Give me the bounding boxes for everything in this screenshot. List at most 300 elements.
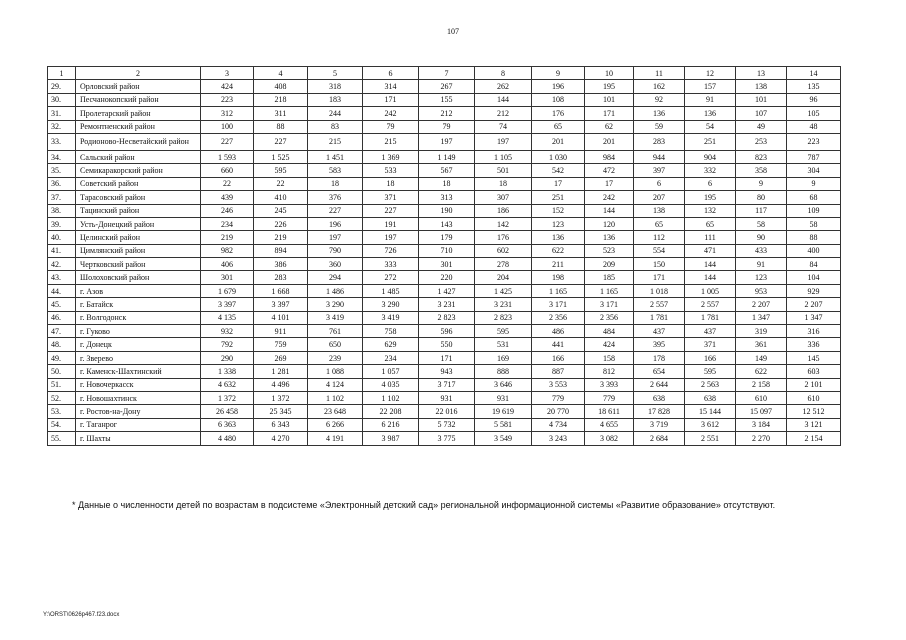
row-number-cell: 39. xyxy=(48,217,76,230)
value-cell: 9 xyxy=(787,177,841,190)
value-cell: 437 xyxy=(685,325,736,338)
column-header: 14 xyxy=(787,67,841,80)
value-cell: 1 668 xyxy=(254,284,308,297)
value-cell: 80 xyxy=(736,191,787,204)
value-cell: 88 xyxy=(787,231,841,244)
column-header: 7 xyxy=(419,67,475,80)
value-cell: 360 xyxy=(308,258,363,271)
column-header: 4 xyxy=(254,67,308,80)
table-row xyxy=(48,258,841,271)
value-cell: 227 xyxy=(254,133,308,150)
row-number-cell: 29. xyxy=(48,80,76,93)
value-cell: 191 xyxy=(363,217,419,230)
district-name-cell: Пролетарский район xyxy=(76,107,201,120)
value-cell: 3 719 xyxy=(634,418,685,431)
table-row xyxy=(48,164,841,177)
value-cell: 9 xyxy=(736,177,787,190)
value-cell: 108 xyxy=(532,93,585,106)
value-cell: 290 xyxy=(201,351,254,364)
value-cell: 171 xyxy=(363,93,419,106)
value-cell: 610 xyxy=(787,391,841,404)
value-cell: 197 xyxy=(475,133,532,150)
value-cell: 68 xyxy=(787,191,841,204)
value-cell: 65 xyxy=(634,217,685,230)
value-cell: 136 xyxy=(634,107,685,120)
value-cell: 761 xyxy=(308,325,363,338)
value-cell: 2 557 xyxy=(634,298,685,311)
value-cell: 144 xyxy=(685,271,736,284)
value-cell: 132 xyxy=(685,204,736,217)
value-cell: 629 xyxy=(363,338,419,351)
value-cell: 267 xyxy=(419,80,475,93)
value-cell: 111 xyxy=(685,231,736,244)
value-cell: 3 290 xyxy=(363,298,419,311)
value-cell: 1 485 xyxy=(363,284,419,297)
value-cell: 223 xyxy=(201,93,254,106)
value-cell: 155 xyxy=(419,93,475,106)
value-cell: 787 xyxy=(787,150,841,163)
value-cell: 1 369 xyxy=(363,150,419,163)
value-cell: 269 xyxy=(254,351,308,364)
value-cell: 1 149 xyxy=(419,150,475,163)
value-cell: 25 345 xyxy=(254,405,308,418)
table-row xyxy=(48,244,841,257)
value-cell: 2 154 xyxy=(787,432,841,445)
value-cell: 234 xyxy=(201,217,254,230)
table-row xyxy=(48,231,841,244)
value-cell: 112 xyxy=(634,231,685,244)
value-cell: 4 270 xyxy=(254,432,308,445)
row-number-cell: 40. xyxy=(48,231,76,244)
value-cell: 567 xyxy=(419,164,475,177)
value-cell: 166 xyxy=(685,351,736,364)
district-name-cell: Чертковский район xyxy=(76,258,201,271)
value-cell: 1 525 xyxy=(254,150,308,163)
row-number-cell: 31. xyxy=(48,107,76,120)
value-cell: 437 xyxy=(634,325,685,338)
district-name-cell: г. Гуково xyxy=(76,325,201,338)
value-cell: 1 425 xyxy=(475,284,532,297)
value-cell: 12 512 xyxy=(787,405,841,418)
value-cell: 1 347 xyxy=(787,311,841,324)
value-cell: 424 xyxy=(585,338,634,351)
value-cell: 83 xyxy=(308,120,363,133)
value-cell: 142 xyxy=(475,217,532,230)
value-cell: 622 xyxy=(532,244,585,257)
row-number-cell: 37. xyxy=(48,191,76,204)
value-cell: 26 458 xyxy=(201,405,254,418)
value-cell: 22 208 xyxy=(363,405,419,418)
value-cell: 242 xyxy=(585,191,634,204)
row-number-cell: 34. xyxy=(48,150,76,163)
value-cell: 18 xyxy=(475,177,532,190)
value-cell: 311 xyxy=(254,107,308,120)
value-cell: 3 290 xyxy=(308,298,363,311)
value-cell: 471 xyxy=(685,244,736,257)
value-cell: 59 xyxy=(634,120,685,133)
value-cell: 22 xyxy=(201,177,254,190)
value-cell: 301 xyxy=(419,258,475,271)
value-cell: 6 xyxy=(685,177,736,190)
value-cell: 1 057 xyxy=(363,365,419,378)
table-row xyxy=(48,298,841,311)
value-cell: 314 xyxy=(363,80,419,93)
value-cell: 2 823 xyxy=(475,311,532,324)
column-header: 5 xyxy=(308,67,363,80)
value-cell: 62 xyxy=(585,120,634,133)
row-number-cell: 43. xyxy=(48,271,76,284)
value-cell: 779 xyxy=(532,391,585,404)
value-cell: 17 xyxy=(532,177,585,190)
table-row xyxy=(48,133,841,150)
value-cell: 138 xyxy=(736,80,787,93)
value-cell: 197 xyxy=(419,133,475,150)
value-cell: 4 496 xyxy=(254,378,308,391)
district-name-cell: г. Каменск-Шахтинский xyxy=(76,365,201,378)
row-number-cell: 47. xyxy=(48,325,76,338)
value-cell: 15 144 xyxy=(685,405,736,418)
value-cell: 2 101 xyxy=(787,378,841,391)
value-cell: 123 xyxy=(532,217,585,230)
column-header: 2 xyxy=(76,67,201,80)
value-cell: 610 xyxy=(736,391,787,404)
column-header: 12 xyxy=(685,67,736,80)
value-cell: 22 016 xyxy=(419,405,475,418)
table-row xyxy=(48,177,841,190)
value-cell: 88 xyxy=(254,120,308,133)
district-name-cell: Тацинский район xyxy=(76,204,201,217)
value-cell: 2 207 xyxy=(736,298,787,311)
value-cell: 20 770 xyxy=(532,405,585,418)
value-cell: 4 191 xyxy=(308,432,363,445)
value-cell: 1 347 xyxy=(736,311,787,324)
district-name-cell: Цимлянский район xyxy=(76,244,201,257)
table-row xyxy=(48,338,841,351)
value-cell: 245 xyxy=(254,204,308,217)
value-cell: 201 xyxy=(585,133,634,150)
value-cell: 158 xyxy=(585,351,634,364)
value-cell: 239 xyxy=(308,351,363,364)
value-cell: 144 xyxy=(685,258,736,271)
value-cell: 136 xyxy=(585,231,634,244)
value-cell: 201 xyxy=(532,133,585,150)
value-cell: 790 xyxy=(308,244,363,257)
value-cell: 196 xyxy=(532,80,585,93)
value-cell: 123 xyxy=(736,271,787,284)
value-cell: 107 xyxy=(736,107,787,120)
value-cell: 531 xyxy=(475,338,532,351)
value-cell: 251 xyxy=(685,133,736,150)
row-number-cell: 41. xyxy=(48,244,76,257)
value-cell: 6 266 xyxy=(308,418,363,431)
value-cell: 79 xyxy=(363,120,419,133)
value-cell: 15 097 xyxy=(736,405,787,418)
value-cell: 117 xyxy=(736,204,787,217)
row-number-cell: 35. xyxy=(48,164,76,177)
value-cell: 1 372 xyxy=(201,391,254,404)
value-cell: 1 102 xyxy=(308,391,363,404)
column-header: 8 xyxy=(475,67,532,80)
value-cell: 2 684 xyxy=(634,432,685,445)
value-cell: 371 xyxy=(363,191,419,204)
value-cell: 361 xyxy=(736,338,787,351)
value-cell: 332 xyxy=(685,164,736,177)
table-row xyxy=(48,107,841,120)
value-cell: 283 xyxy=(254,271,308,284)
value-cell: 65 xyxy=(685,217,736,230)
value-cell: 2 823 xyxy=(419,311,475,324)
district-name-cell: г. Шахты xyxy=(76,432,201,445)
district-name-cell: г. Новошахтинск xyxy=(76,391,201,404)
value-cell: 183 xyxy=(308,93,363,106)
value-cell: 5 581 xyxy=(475,418,532,431)
value-cell: 887 xyxy=(532,365,585,378)
district-name-cell: Песчанокопский район xyxy=(76,93,201,106)
row-number-cell: 55. xyxy=(48,432,76,445)
value-cell: 234 xyxy=(363,351,419,364)
page-number: 107 xyxy=(447,27,459,36)
value-cell: 523 xyxy=(585,244,634,257)
table-row xyxy=(48,284,841,297)
value-cell: 171 xyxy=(585,107,634,120)
district-name-cell: г. Зверево xyxy=(76,351,201,364)
value-cell: 3 717 xyxy=(419,378,475,391)
district-name-cell: Тарасовский район xyxy=(76,191,201,204)
value-cell: 596 xyxy=(419,325,475,338)
value-cell: 209 xyxy=(585,258,634,271)
value-cell: 759 xyxy=(254,338,308,351)
value-cell: 943 xyxy=(419,365,475,378)
value-cell: 726 xyxy=(363,244,419,257)
value-cell: 179 xyxy=(419,231,475,244)
value-cell: 984 xyxy=(585,150,634,163)
value-cell: 3 082 xyxy=(585,432,634,445)
value-cell: 212 xyxy=(475,107,532,120)
value-cell: 595 xyxy=(254,164,308,177)
value-cell: 91 xyxy=(685,93,736,106)
value-cell: 65 xyxy=(532,120,585,133)
table-row xyxy=(48,271,841,284)
value-cell: 136 xyxy=(685,107,736,120)
value-cell: 176 xyxy=(532,107,585,120)
value-cell: 1 105 xyxy=(475,150,532,163)
value-cell: 220 xyxy=(419,271,475,284)
value-cell: 595 xyxy=(475,325,532,338)
row-number-cell: 45. xyxy=(48,298,76,311)
value-cell: 501 xyxy=(475,164,532,177)
table-row xyxy=(48,204,841,217)
value-cell: 17 xyxy=(585,177,634,190)
table-row xyxy=(48,351,841,364)
value-cell: 911 xyxy=(254,325,308,338)
value-cell: 4 480 xyxy=(201,432,254,445)
value-cell: 3 121 xyxy=(787,418,841,431)
district-name-cell: Семикаракорский район xyxy=(76,164,201,177)
value-cell: 888 xyxy=(475,365,532,378)
value-cell: 54 xyxy=(685,120,736,133)
value-cell: 4 734 xyxy=(532,418,585,431)
value-cell: 376 xyxy=(308,191,363,204)
value-cell: 84 xyxy=(787,258,841,271)
value-cell: 4 655 xyxy=(585,418,634,431)
column-header: 10 xyxy=(585,67,634,80)
value-cell: 171 xyxy=(419,351,475,364)
value-cell: 2 270 xyxy=(736,432,787,445)
district-name-cell: г. Волгодонск xyxy=(76,311,201,324)
value-cell: 283 xyxy=(634,133,685,150)
value-cell: 931 xyxy=(419,391,475,404)
value-cell: 90 xyxy=(736,231,787,244)
value-cell: 336 xyxy=(787,338,841,351)
value-cell: 395 xyxy=(634,338,685,351)
value-cell: 779 xyxy=(585,391,634,404)
value-cell: 1 338 xyxy=(201,365,254,378)
table-row xyxy=(48,378,841,391)
value-cell: 3 549 xyxy=(475,432,532,445)
value-cell: 212 xyxy=(419,107,475,120)
value-cell: 253 xyxy=(736,133,787,150)
value-cell: 758 xyxy=(363,325,419,338)
value-cell: 319 xyxy=(736,325,787,338)
value-cell: 2 557 xyxy=(685,298,736,311)
value-cell: 138 xyxy=(634,204,685,217)
value-cell: 904 xyxy=(685,150,736,163)
value-cell: 931 xyxy=(475,391,532,404)
value-cell: 219 xyxy=(201,231,254,244)
value-cell: 397 xyxy=(634,164,685,177)
value-cell: 2 563 xyxy=(685,378,736,391)
value-cell: 218 xyxy=(254,93,308,106)
value-cell: 386 xyxy=(254,258,308,271)
table-row xyxy=(48,191,841,204)
value-cell: 204 xyxy=(475,271,532,284)
row-number-cell: 49. xyxy=(48,351,76,364)
value-cell: 304 xyxy=(787,164,841,177)
value-cell: 439 xyxy=(201,191,254,204)
value-cell: 4 135 xyxy=(201,311,254,324)
value-cell: 400 xyxy=(787,244,841,257)
value-cell: 484 xyxy=(585,325,634,338)
row-number-cell: 44. xyxy=(48,284,76,297)
value-cell: 3 419 xyxy=(363,311,419,324)
value-cell: 143 xyxy=(419,217,475,230)
file-path: Y:\ORST\0626p467.f23.docx xyxy=(43,612,120,618)
value-cell: 3 612 xyxy=(685,418,736,431)
value-cell: 6 xyxy=(634,177,685,190)
row-number-cell: 38. xyxy=(48,204,76,217)
value-cell: 262 xyxy=(475,80,532,93)
value-cell: 1 165 xyxy=(585,284,634,297)
table-row xyxy=(48,365,841,378)
value-cell: 219 xyxy=(254,231,308,244)
value-cell: 3 171 xyxy=(532,298,585,311)
row-number-cell: 52. xyxy=(48,391,76,404)
value-cell: 195 xyxy=(585,80,634,93)
table-row xyxy=(48,217,841,230)
value-cell: 197 xyxy=(363,231,419,244)
value-cell: 3 646 xyxy=(475,378,532,391)
value-cell: 100 xyxy=(201,120,254,133)
value-cell: 58 xyxy=(736,217,787,230)
value-cell: 104 xyxy=(787,271,841,284)
value-cell: 18 xyxy=(308,177,363,190)
value-cell: 1 372 xyxy=(254,391,308,404)
value-cell: 278 xyxy=(475,258,532,271)
value-cell: 6 343 xyxy=(254,418,308,431)
value-cell: 433 xyxy=(736,244,787,257)
value-cell: 710 xyxy=(419,244,475,257)
value-cell: 215 xyxy=(308,133,363,150)
footnote: * Данные о численности детей по возрастам в подсистеме «Электронный детский сад» региональной информационной системы «Развитие образование» отсутствуют. xyxy=(72,500,776,510)
value-cell: 595 xyxy=(685,365,736,378)
value-cell: 944 xyxy=(634,150,685,163)
value-cell: 1 018 xyxy=(634,284,685,297)
value-cell: 3 419 xyxy=(308,311,363,324)
column-header: 11 xyxy=(634,67,685,80)
value-cell: 823 xyxy=(736,150,787,163)
value-cell: 812 xyxy=(585,365,634,378)
value-cell: 4 124 xyxy=(308,378,363,391)
district-name-cell: г. Новочеркасск xyxy=(76,378,201,391)
table-row xyxy=(48,120,841,133)
value-cell: 23 648 xyxy=(308,405,363,418)
value-cell: 1 088 xyxy=(308,365,363,378)
value-cell: 186 xyxy=(475,204,532,217)
value-cell: 242 xyxy=(363,107,419,120)
column-header: 6 xyxy=(363,67,419,80)
value-cell: 4 101 xyxy=(254,311,308,324)
statistics-table xyxy=(47,66,841,446)
district-name-cell: г. Таганрог xyxy=(76,418,201,431)
value-cell: 3 397 xyxy=(201,298,254,311)
value-cell: 358 xyxy=(736,164,787,177)
value-cell: 982 xyxy=(201,244,254,257)
value-cell: 3 553 xyxy=(532,378,585,391)
row-number-cell: 48. xyxy=(48,338,76,351)
row-number-cell: 50. xyxy=(48,365,76,378)
row-number-cell: 42. xyxy=(48,258,76,271)
value-cell: 554 xyxy=(634,244,685,257)
value-cell: 4 035 xyxy=(363,378,419,391)
value-cell: 6 363 xyxy=(201,418,254,431)
value-cell: 1 781 xyxy=(685,311,736,324)
value-cell: 1 451 xyxy=(308,150,363,163)
column-header: 1 xyxy=(48,67,76,80)
row-number-cell: 53. xyxy=(48,405,76,418)
value-cell: 227 xyxy=(308,204,363,217)
value-cell: 105 xyxy=(787,107,841,120)
value-cell: 1 281 xyxy=(254,365,308,378)
table-row xyxy=(48,93,841,106)
value-cell: 1 781 xyxy=(634,311,685,324)
value-cell: 307 xyxy=(475,191,532,204)
value-cell: 472 xyxy=(585,164,634,177)
value-cell: 144 xyxy=(585,204,634,217)
value-cell: 3 231 xyxy=(419,298,475,311)
row-number-cell: 46. xyxy=(48,311,76,324)
value-cell: 19 619 xyxy=(475,405,532,418)
table-row xyxy=(48,432,841,445)
value-cell: 410 xyxy=(254,191,308,204)
value-cell: 1 593 xyxy=(201,150,254,163)
value-cell: 550 xyxy=(419,338,475,351)
value-cell: 211 xyxy=(532,258,585,271)
value-cell: 441 xyxy=(532,338,585,351)
table-row xyxy=(48,150,841,163)
value-cell: 145 xyxy=(787,351,841,364)
value-cell: 227 xyxy=(363,204,419,217)
value-cell: 171 xyxy=(634,271,685,284)
